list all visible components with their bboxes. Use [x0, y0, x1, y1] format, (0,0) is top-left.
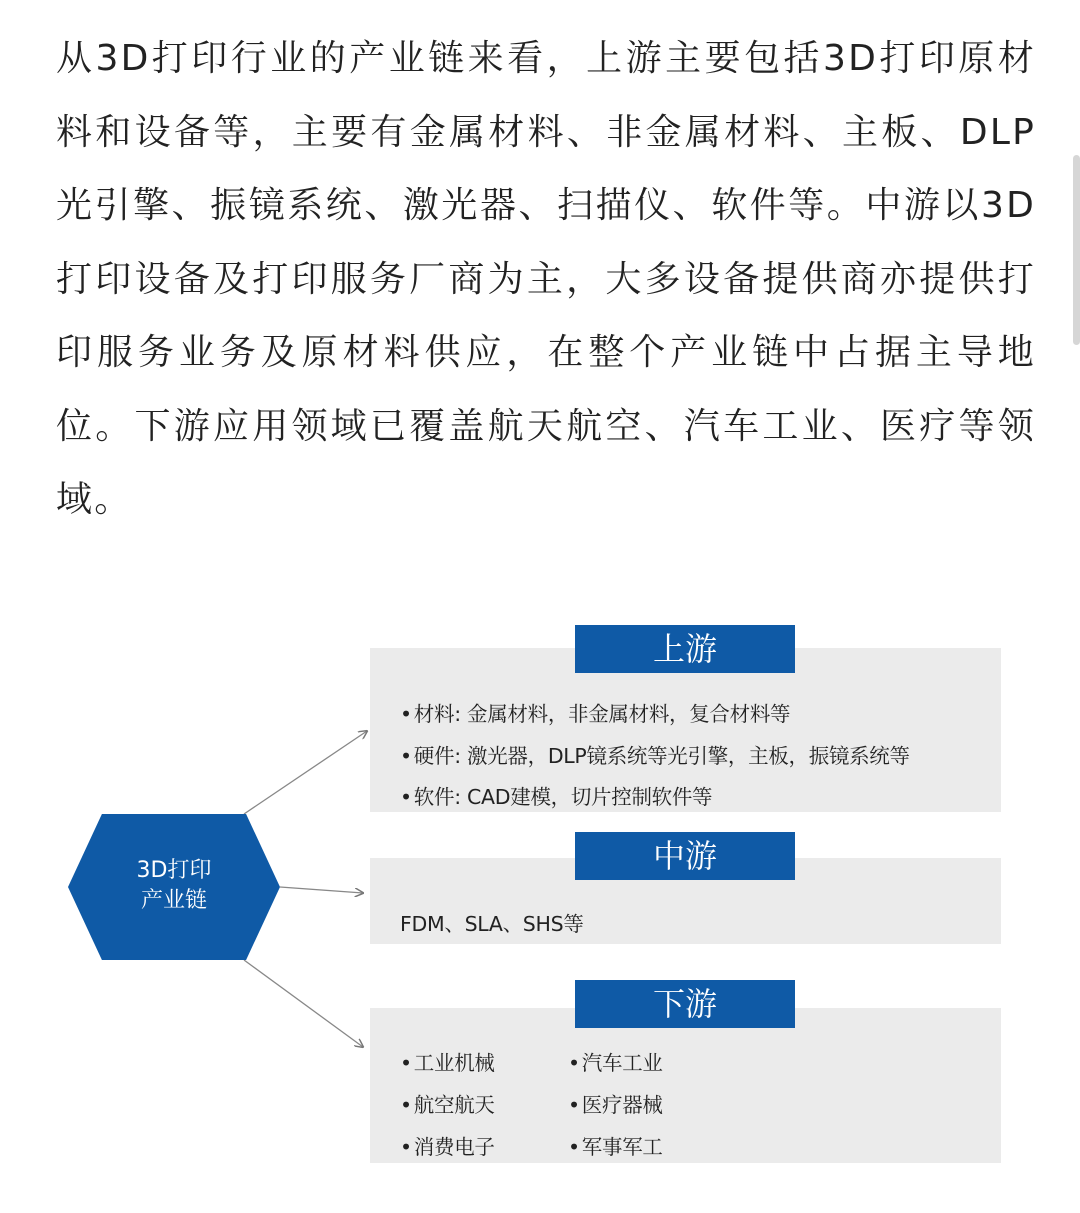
downstream-item: [568, 1046, 663, 1076]
bullet: •: [400, 702, 412, 726]
arrow-to-midstream: [280, 887, 363, 893]
industry-chain-diagram: [0, 600, 1080, 1190]
center-label: [68, 856, 280, 916]
downstream-item-text: 消费电子: [413, 1135, 495, 1159]
bullet: •: [400, 1051, 412, 1075]
bullet: •: [568, 1135, 580, 1159]
upstream-title: 上游: [575, 625, 795, 673]
downstream-item-text: 工业机械: [413, 1051, 495, 1075]
downstream-item-text: 汽车工业: [581, 1051, 663, 1075]
bullet: •: [400, 744, 412, 768]
bullet: •: [568, 1093, 580, 1117]
midstream-text: FDM、SLA、SHS等: [400, 912, 584, 936]
downstream-item: [400, 1088, 495, 1118]
downstream-item-text: 医疗器械: [581, 1093, 663, 1117]
upstream-item-text: 材料: 金属材料，非金属材料，复合材料等: [413, 702, 791, 726]
upstream-item: [400, 697, 790, 727]
upstream-item: [400, 780, 712, 810]
downstream-item-text: 军事军工: [581, 1135, 663, 1159]
midstream-title: 中游: [575, 832, 795, 880]
bullet: •: [400, 1135, 412, 1159]
downstream-title: 下游: [575, 980, 795, 1028]
downstream-item: [568, 1088, 663, 1118]
bullet: •: [400, 1093, 412, 1117]
upstream-item-text: 软件: CAD建模，切片控制软件等: [413, 785, 713, 809]
arrow-to-downstream: [244, 960, 363, 1047]
upstream-item: [400, 739, 910, 769]
article-paragraph: 从3D打印行业的产业链来看，上游主要包括3D打印原材料和设备等，主要有金属材料、非金属材料、主板、DLP光引擎、振镜系统、激光器、扫描仪、软件等。中游以3D打印设备及打印服务厂商为主，大多设备提供商亦提供打印服务业务及原材料供应，在整个产业链中占据主导地位。下游应用领域已覆盖航天航空、汽车工业、医疗等领域。: [56, 38, 1036, 520]
arrow-to-upstream: [244, 731, 367, 814]
downstream-item: [400, 1130, 495, 1160]
upstream-item-text: 硬件: 激光器，DLP镜系统等光引擎，主板，振镜系统等: [413, 744, 910, 768]
scrollbar[interactable]: [1073, 155, 1080, 345]
center-label-line2: 产业链: [140, 888, 207, 913]
downstream-item-text: 航空航天: [413, 1093, 495, 1117]
bullet: •: [400, 785, 412, 809]
downstream-item: [400, 1046, 495, 1076]
bullet: •: [568, 1051, 580, 1075]
downstream-item: [568, 1130, 663, 1160]
center-label-line1: 3D打印: [136, 858, 212, 883]
